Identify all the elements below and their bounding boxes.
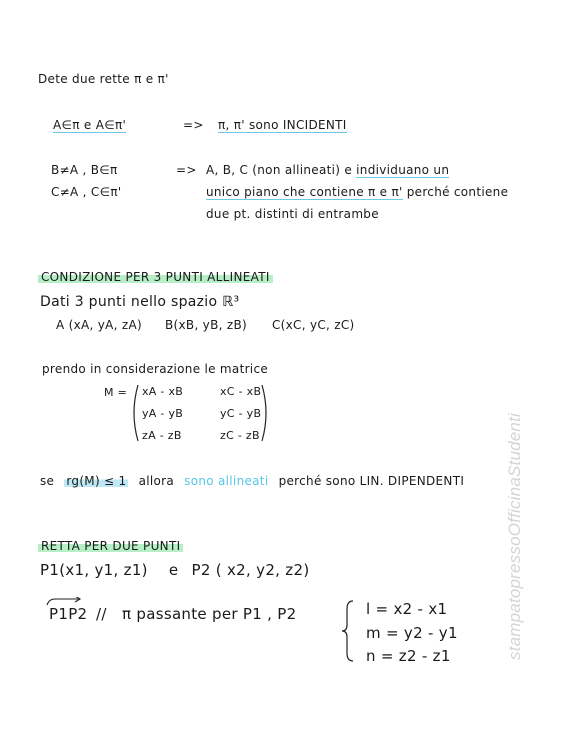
plane-text-line-2: unico piano che contiene π e π' perché contiene — [206, 185, 509, 199]
aligned-phrase: sono allineati — [184, 474, 269, 488]
vector-p1p2: P1P2 — [49, 605, 87, 623]
point-c: C(xC, yC, zC) — [272, 318, 355, 332]
matrix-cell-r1c1: xA - xB — [142, 385, 184, 398]
vector-arrow-icon — [45, 597, 85, 607]
right-paren — [262, 385, 266, 441]
system-eq-n: n = z2 - z1 — [366, 647, 451, 665]
incident-condition: A∈π e A∈π' — [53, 118, 127, 132]
matrix-cell-r1c2: xC - xB — [220, 385, 262, 398]
two-points-line: P1(x1, y1, z1) e P2 ( x2, y2, z2) — [40, 561, 310, 579]
section-heading-aligned: CONDIZIONE PER 3 PUNTI ALLINEATI — [38, 270, 273, 284]
matrix-cell-r3c2: zC - zB — [220, 429, 260, 442]
parallel-symbol: // — [96, 605, 107, 623]
aligned-conclusion: se rg(M) ≤ 1 allora sono allineati perché sono LIN. DIPENDENTI — [40, 474, 465, 488]
matrix-m — [130, 383, 270, 443]
plane-text-line-3: due pt. distinti di entrambe — [206, 207, 379, 221]
incident-result: π, π' sono INCIDENTI — [218, 118, 347, 132]
given-points-line: Dati 3 punti nello spazio ℝ³ — [40, 294, 240, 310]
system-eq-m: m = y2 - y1 — [366, 624, 458, 642]
matrix-cell-r3c1: zA - zB — [142, 429, 182, 442]
implies-arrow-1: => — [183, 118, 204, 132]
section-heading-line: RETTA PER DUE PUNTI — [38, 539, 183, 553]
intro-line: Dete due rette π e π' — [38, 72, 169, 86]
passing-line: π passante per P1 , P2 — [122, 605, 297, 623]
rank-condition: rg(M) ≤ 1 — [66, 474, 127, 488]
matrix-intro: prendo in considerazione le matrice — [42, 362, 269, 376]
implies-arrow-2: => — [176, 163, 197, 177]
matrix-cell-r2c2: yC - yB — [220, 407, 262, 420]
matrix-cell-r2c1: yA - yB — [142, 407, 184, 420]
system-brace — [341, 599, 357, 663]
system-eq-l: l = x2 - x1 — [366, 600, 448, 618]
left-paren — [134, 385, 138, 441]
matrix-label: M = — [104, 386, 128, 399]
point-a: A (xA, yA, zA) — [56, 318, 142, 332]
point-b: B(xB, yB, zB) — [165, 318, 247, 332]
plane-text-line-1: A, B, C (non allineati) e individuano un — [206, 163, 450, 177]
plane-condition-1: B≠A , B∈π — [51, 163, 118, 177]
watermark-text: stampatopressoOfficinaStudenti — [505, 413, 524, 660]
plane-condition-2: C≠A , C∈π' — [51, 185, 122, 199]
